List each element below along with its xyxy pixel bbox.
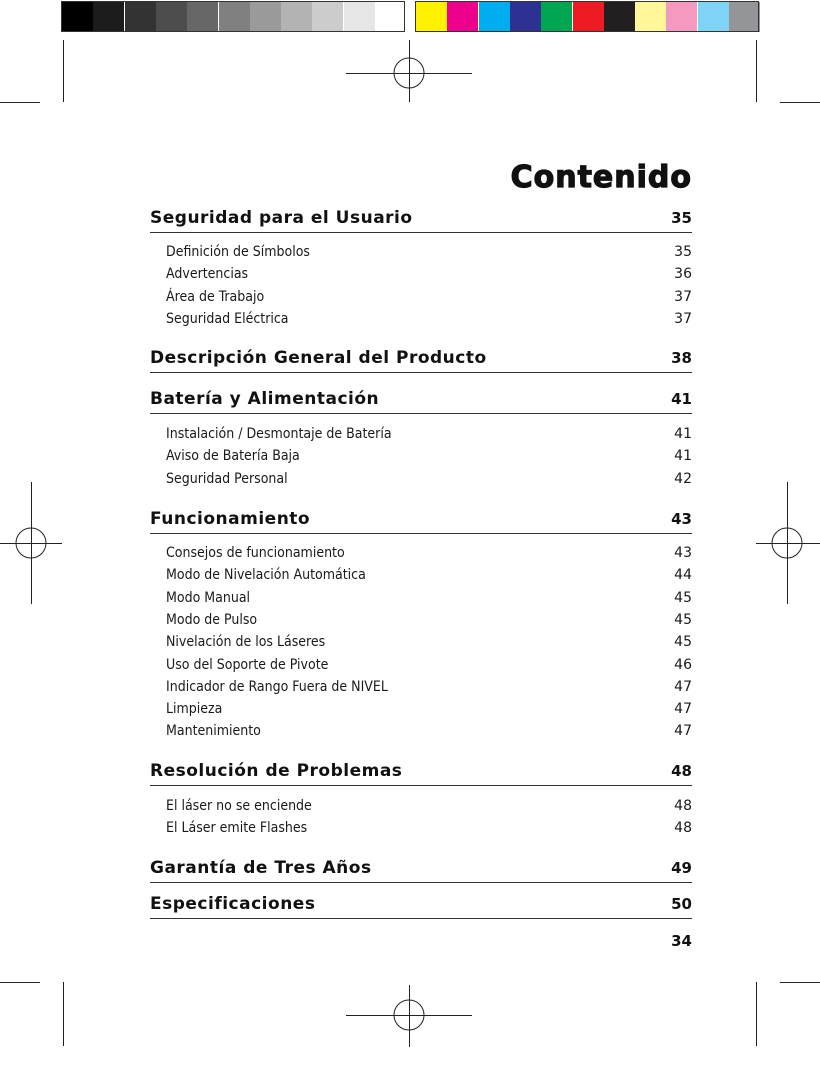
section-divider xyxy=(150,232,692,233)
toc-item-page: 41 xyxy=(674,448,692,465)
toc-section-page: 50 xyxy=(671,895,692,913)
toc-item[interactable] xyxy=(166,469,692,489)
toc-item[interactable] xyxy=(166,446,692,466)
toc-section-title: Garantía de Tres Años xyxy=(150,858,372,878)
crop-mark-bottom-right xyxy=(756,982,757,1046)
section-divider xyxy=(150,882,692,883)
toc-item-title: Modo Manual xyxy=(166,589,251,606)
section-divider xyxy=(150,785,692,786)
toc-item-page: 46 xyxy=(674,656,692,673)
toc-item-page: 45 xyxy=(674,634,692,651)
toc-item-page: 48 xyxy=(674,820,692,837)
toc-item-title: Aviso de Batería Baja xyxy=(166,448,300,465)
toc-item[interactable] xyxy=(166,721,692,741)
toc-section[interactable] xyxy=(150,508,692,530)
toc-item[interactable] xyxy=(166,655,692,675)
toc-section-page: 43 xyxy=(671,510,692,528)
toc-item-page: 37 xyxy=(674,310,692,327)
toc-item[interactable] xyxy=(166,818,692,838)
toc-item[interactable] xyxy=(166,264,692,284)
registration-target-left xyxy=(14,526,48,560)
toc-item[interactable] xyxy=(166,610,692,630)
toc-item-page: 41 xyxy=(674,426,692,442)
crop-mark-bottom-left xyxy=(0,982,40,983)
toc-section-page: 48 xyxy=(671,762,692,780)
toc-section-page: 41 xyxy=(671,390,692,408)
toc-item[interactable] xyxy=(166,565,692,585)
page-number: 34 xyxy=(671,932,692,950)
registration-target-top xyxy=(392,56,426,90)
page-title: Contenido xyxy=(510,160,692,195)
toc-item[interactable] xyxy=(166,699,692,719)
toc-item-title: Limpieza xyxy=(166,701,223,718)
toc-item[interactable] xyxy=(166,309,692,329)
toc-item-title: Instalación / Desmontaje de Batería xyxy=(166,426,392,442)
toc-item[interactable] xyxy=(166,242,692,262)
toc-item[interactable] xyxy=(166,543,692,563)
toc-item-page: 44 xyxy=(674,567,692,584)
section-divider xyxy=(150,413,692,414)
toc-item-page: 45 xyxy=(674,589,692,606)
toc-section[interactable] xyxy=(150,760,692,782)
toc-item-title: Indicador de Rango Fuera de NIVEL xyxy=(166,678,388,695)
registration-target-bottom xyxy=(392,998,426,1032)
toc-section[interactable] xyxy=(150,347,692,369)
toc-item-title: Advertencias xyxy=(166,266,249,283)
toc-item-page: 47 xyxy=(674,678,692,695)
toc-item[interactable] xyxy=(166,632,692,652)
toc-item-title: Seguridad Personal xyxy=(166,470,288,487)
toc-item[interactable] xyxy=(166,588,692,608)
toc-item-title: Nivelación de los Láseres xyxy=(166,634,326,651)
toc-section-page: 35 xyxy=(671,209,692,227)
section-divider xyxy=(150,533,692,534)
toc-item-page: 43 xyxy=(674,545,692,561)
toc-item-title: Consejos de funcionamiento xyxy=(166,545,345,561)
toc-item[interactable] xyxy=(166,424,692,444)
toc-section-title: Funcionamiento xyxy=(150,509,311,529)
crop-mark-top-left xyxy=(63,40,64,102)
toc-item-title: Uso del Soporte de Pivote xyxy=(166,656,329,673)
toc-section-title: Especificaciones xyxy=(150,894,316,914)
toc-item-page: 48 xyxy=(674,798,692,814)
crop-mark-bottom-right xyxy=(780,982,820,983)
toc-item[interactable] xyxy=(166,287,692,307)
grayscale-strip-border xyxy=(61,1,405,32)
toc-item-title: Mantenimiento xyxy=(166,723,261,740)
toc-item-page: 35 xyxy=(674,244,692,260)
process-strip-border xyxy=(415,1,759,32)
toc-section[interactable] xyxy=(150,893,692,915)
crop-mark-top-right xyxy=(756,40,757,102)
toc-item-title: Seguridad Eléctrica xyxy=(166,310,289,327)
toc-section-page: 38 xyxy=(671,349,692,367)
registration-target-right xyxy=(770,526,804,560)
toc-item-title: Definición de Símbolos xyxy=(166,244,310,260)
toc-item-page: 42 xyxy=(674,470,692,487)
toc-item-page: 37 xyxy=(674,288,692,305)
toc-item[interactable] xyxy=(166,796,692,816)
toc-item-page: 45 xyxy=(674,611,692,628)
toc-item-page: 47 xyxy=(674,723,692,740)
section-divider xyxy=(150,372,692,373)
crop-mark-bottom-left xyxy=(63,982,64,1046)
toc-item-page: 36 xyxy=(674,266,692,283)
crop-mark-top-right xyxy=(780,102,820,103)
toc-section[interactable] xyxy=(150,857,692,879)
toc-section-title: Batería y Alimentación xyxy=(150,389,380,409)
toc-item-page: 47 xyxy=(674,701,692,718)
toc-section[interactable] xyxy=(150,388,692,410)
toc-section[interactable] xyxy=(150,207,692,229)
toc-item[interactable] xyxy=(166,677,692,697)
toc-section-title: Seguridad para el Usuario xyxy=(150,208,413,228)
toc-item-title: Modo de Pulso xyxy=(166,611,258,628)
toc-section-title: Resolución de Problemas xyxy=(150,761,403,781)
toc-item-title: Área de Trabajo xyxy=(166,288,265,305)
toc-section-page: 49 xyxy=(671,859,692,877)
crop-mark-top-left xyxy=(0,102,40,103)
toc-item-title: El Láser emite Flashes xyxy=(166,820,308,837)
toc-item-title: Modo de Nivelación Automática xyxy=(166,567,366,584)
toc-item-title: El láser no se enciende xyxy=(166,798,312,814)
toc-section-title: Descripción General del Producto xyxy=(150,348,487,368)
section-divider xyxy=(150,918,692,919)
